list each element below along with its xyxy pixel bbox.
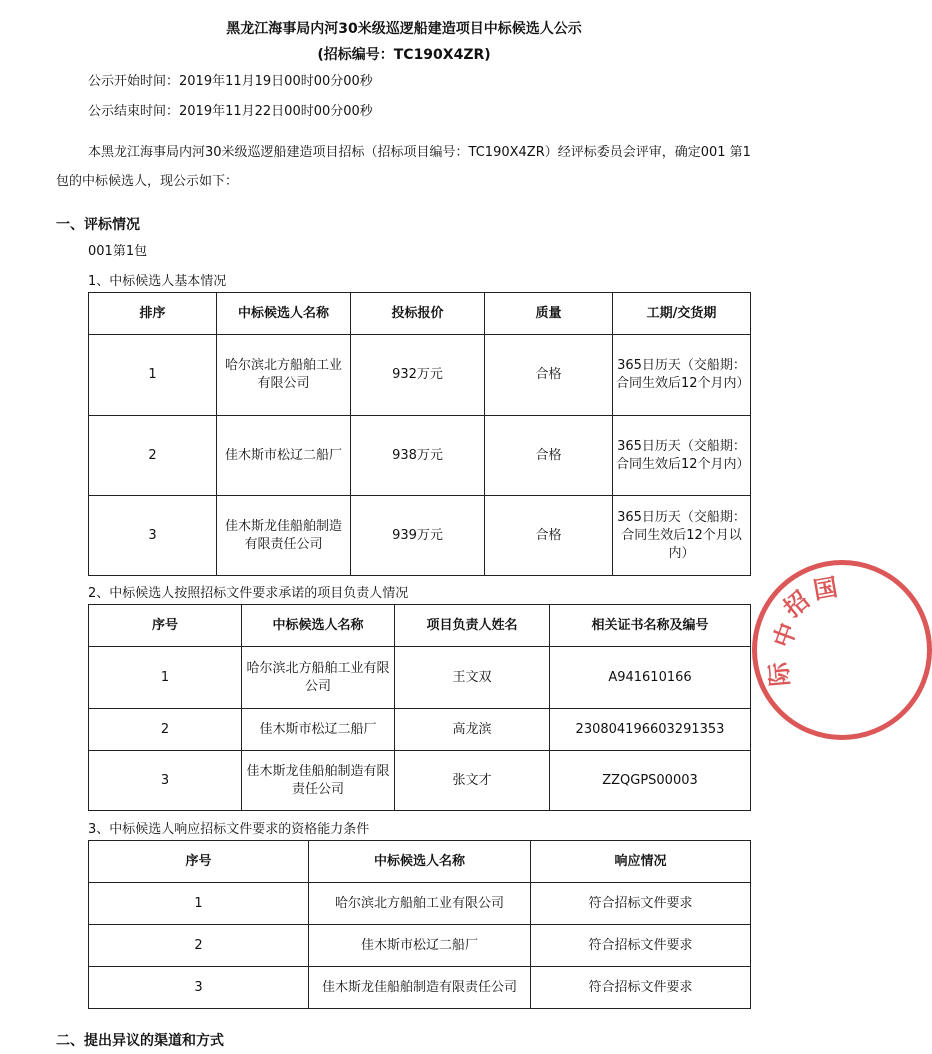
index-cell: 2 (89, 925, 309, 967)
page-title: 黑龙江海事局内河30米级巡逻船建造项目中标候选人公示 (226, 21, 582, 37)
subheading-qualification: 3、中标候选人响应招标文件要求的资格能力条件 (88, 822, 370, 837)
candidate-name-cell: 佳木斯市松辽二船厂 (309, 925, 531, 967)
project-leader-table (88, 604, 751, 811)
qualification-table (88, 840, 751, 1009)
header-cell: 项目负责人姓名 (395, 605, 550, 647)
quality-cell: 合格 (485, 335, 613, 416)
certificate-cell: A941610166 (550, 647, 751, 709)
header-cell: 序号 (89, 605, 242, 647)
tender-code: (招标编号：TC190X4ZR) (317, 47, 491, 63)
table-row (89, 335, 751, 416)
header-cell: 工期/交货期 (613, 293, 751, 335)
bid-price-cell: 939万元 (351, 496, 485, 576)
index-cell: 1 (89, 647, 242, 709)
rank-cell: 3 (89, 496, 217, 576)
candidate-name-cell: 佳木斯龙佳船舶制造有限责任公司 (242, 751, 395, 811)
table-header-row (89, 605, 751, 647)
delivery-cell: 365日历天（交船期：合同生效后12个月内） (613, 416, 751, 496)
delivery-cell: 365日历天（交船期：合同生效后12个月以内） (613, 496, 751, 576)
index-cell: 3 (89, 751, 242, 811)
bid-price-cell: 932万元 (351, 335, 485, 416)
rank-cell: 2 (89, 416, 217, 496)
table-row (89, 709, 751, 751)
response-cell: 符合招标文件要求 (531, 967, 751, 1009)
start-time: 公示开始时间：2019年11月19日00时00分00秒 (88, 74, 373, 89)
candidate-name-cell: 哈尔滨北方船舶工业有限公司 (217, 335, 351, 416)
header-cell: 排序 (89, 293, 217, 335)
table-row (89, 967, 751, 1009)
bid-price-cell: 938万元 (351, 416, 485, 496)
header-cell: 中标候选人名称 (217, 293, 351, 335)
subheading-project-leader: 2、中标候选人按照招标文件要求承诺的项目负责人情况 (88, 586, 409, 601)
candidate-name-cell: 佳木斯市松辽二船厂 (242, 709, 395, 751)
index-cell: 1 (89, 883, 309, 925)
table-header-row (89, 293, 751, 335)
candidate-name-cell: 佳木斯龙佳船舶制造有限责任公司 (309, 967, 531, 1009)
rank-cell: 1 (89, 335, 217, 416)
table-row (89, 647, 751, 709)
candidate-name-cell: 佳木斯龙佳船舶制造有限责任公司 (217, 496, 351, 576)
quality-cell: 合格 (485, 416, 613, 496)
header-cell: 相关证书名称及编号 (550, 605, 751, 647)
official-seal: 中 招 国 际 (752, 560, 932, 740)
header-cell: 序号 (89, 841, 309, 883)
subheading-basic-info: 1、中标候选人基本情况 (88, 274, 227, 289)
table-header-row (89, 841, 751, 883)
table-row (89, 416, 751, 496)
section-heading-objection: 二、提出异议的渠道和方式 (56, 1033, 224, 1049)
candidate-name-cell: 哈尔滨北方船舶工业有限公司 (309, 883, 531, 925)
section-heading-evaluation: 一、评标情况 (56, 217, 140, 233)
package-label: 001第1包 (88, 244, 148, 259)
index-cell: 3 (89, 967, 309, 1009)
intro-paragraph: 本黑龙江海事局内河30米级巡逻船建造项目招标（招标项目编号：TC190X4ZR）经评标委员会评审，确定001 第1包的中标候选人，现公示如下： (56, 145, 751, 189)
candidate-name-cell: 哈尔滨北方船舶工业有限公司 (242, 647, 395, 709)
table-row (89, 883, 751, 925)
leader-name-cell: 张文才 (395, 751, 550, 811)
certificate-cell: 230804196603291353 (550, 709, 751, 751)
table-row (89, 925, 751, 967)
response-cell: 符合招标文件要求 (531, 925, 751, 967)
certificate-cell: ZZQGPS00003 (550, 751, 751, 811)
delivery-cell: 365日历天（交船期：合同生效后12个月内） (613, 335, 751, 416)
candidates-table (88, 292, 751, 576)
header-cell: 投标报价 (351, 293, 485, 335)
quality-cell: 合格 (485, 496, 613, 576)
header-cell: 质量 (485, 293, 613, 335)
leader-name-cell: 王文双 (395, 647, 550, 709)
table-row (89, 496, 751, 576)
response-cell: 符合招标文件要求 (531, 883, 751, 925)
index-cell: 2 (89, 709, 242, 751)
table-row (89, 751, 751, 811)
header-cell: 响应情况 (531, 841, 751, 883)
end-time: 公示结束时间：2019年11月22日00时00分00秒 (88, 104, 373, 119)
leader-name-cell: 高龙滨 (395, 709, 550, 751)
header-cell: 中标候选人名称 (242, 605, 395, 647)
candidate-name-cell: 佳木斯市松辽二船厂 (217, 416, 351, 496)
header-cell: 中标候选人名称 (309, 841, 531, 883)
